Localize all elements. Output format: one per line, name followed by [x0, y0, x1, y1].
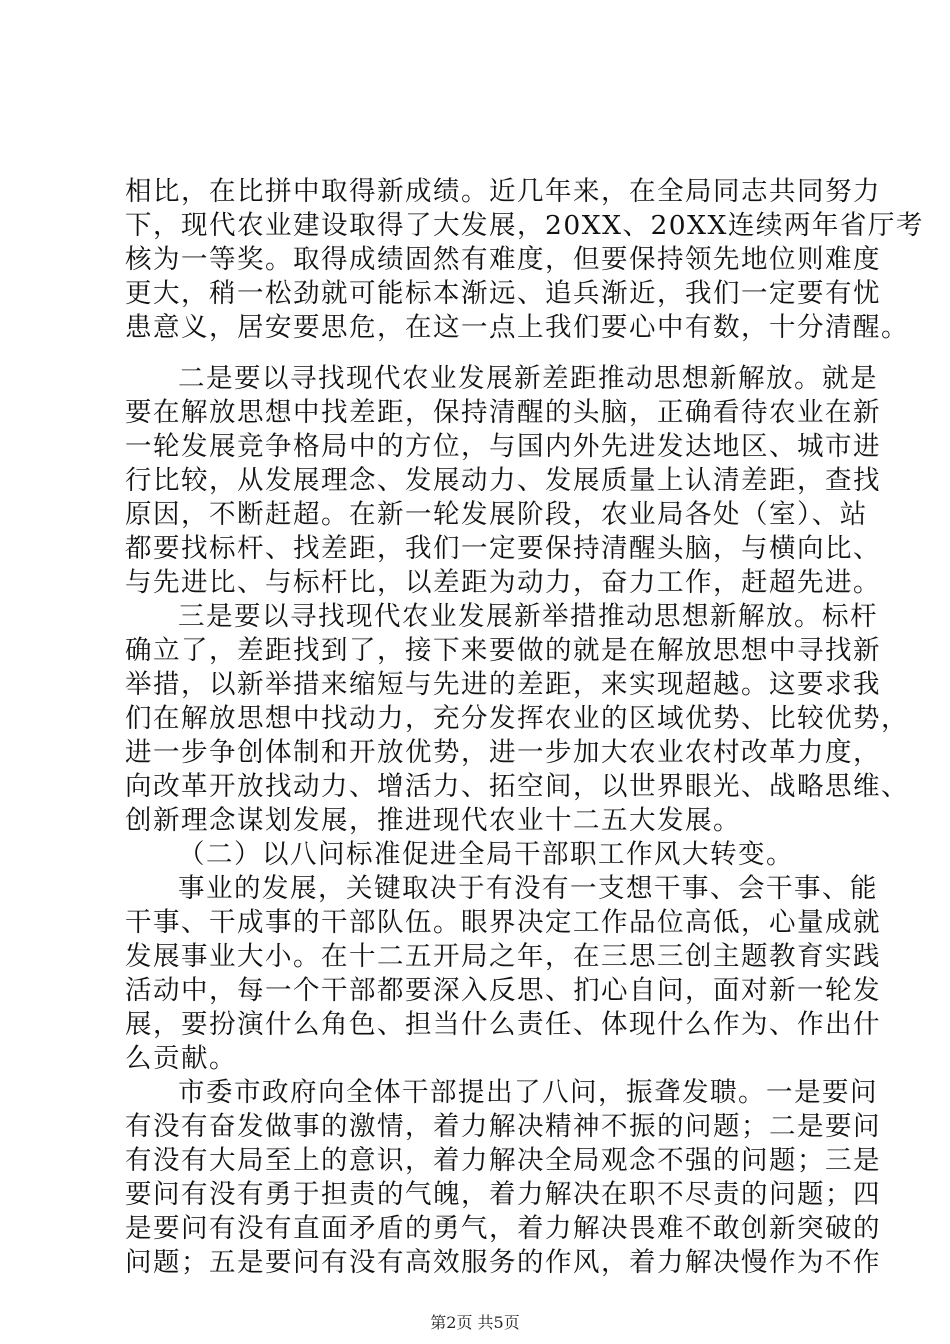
- text-line: 要问有没有勇于担责的气魄，着力解决在职不尽责的问题；四: [125, 1179, 881, 1210]
- text-line: 相比，在比拼中取得新成绩。近几年来，在全局同志共同努力: [125, 176, 881, 207]
- text-line: 原因，不断赶超。在新一轮发展阶段，农业局各处（室）、站: [125, 499, 868, 530]
- text-line: 问题；五是要问有没有高效服务的作风，着力解决慢作为不作: [125, 1247, 881, 1278]
- text-line: 下，现代农业建设取得了大发展，20XX、20XX连续两年省厅考: [125, 210, 924, 241]
- text-line: 发展事业大小。在十二五开局之年，在三思三创主题教育实践: [125, 941, 881, 972]
- paragraph-first-line: 市委市政府向全体干部提出了八问，振聋发聩。一是要问: [178, 1077, 878, 1108]
- text-line: 有没有大局至上的意识，着力解决全局观念不强的问题；三是: [125, 1145, 881, 1176]
- section-heading: （二）以八问标准促进全局干部职工作风大转变。: [178, 839, 794, 870]
- text-line: 是要问有没有直面矛盾的勇气，着力解决畏难不敢创新突破的: [125, 1213, 881, 1244]
- text-line: 么贡献。: [125, 1043, 237, 1074]
- text-line: 创新理念谋划发展，推进现代农业十二五大发展。: [125, 805, 741, 836]
- paragraph-first-line: 二是要以寻找现代农业发展新差距推动思想新解放。就是: [178, 363, 878, 394]
- paragraph-first-line: 事业的发展，关键取决于有没有一支想干事、会干事、能: [178, 873, 878, 904]
- text-line: 确立了，差距找到了，接下来要做的就是在解放思想中寻找新: [125, 635, 881, 666]
- paragraph-first-line: 三是要以寻找现代农业发展新举措推动思想新解放。标杆: [178, 601, 878, 632]
- text-line: 举措，以新举措来缩短与先进的差距，来实现超越。这要求我: [125, 669, 881, 700]
- text-line: 要在解放思想中找差距，保持清醒的头脑，正确看待农业在新: [125, 397, 881, 428]
- text-line: 活动中，每一个干部都要深入反思、扪心自问，面对新一轮发: [125, 975, 881, 1006]
- text-line: 行比较，从发展理念、发展动力、发展质量上认清差距，查找: [125, 465, 881, 496]
- text-line: 更大，稍一松劲就可能标本渐远、追兵渐近，我们一定要有忧: [125, 278, 881, 309]
- text-line: 进一步争创体制和开放优势，进一步加大农业农村改革力度，: [125, 737, 881, 768]
- text-line: 患意义，居安要思危，在这一点上我们要心中有数，十分清醒。: [125, 312, 909, 343]
- text-line: 们在解放思想中找动力，充分发挥农业的区域优势、比较优势，: [125, 703, 909, 734]
- text-line: 展，要扮演什么角色、担当什么责任、体现什么作为、作出什: [125, 1009, 881, 1040]
- text-line: 一轮发展竞争格局中的方位，与国内外先进发达地区、城市进: [125, 431, 881, 462]
- text-line: 核为一等奖。取得成绩固然有难度，但要保持领先地位则难度: [125, 244, 881, 275]
- page-number-footer: 第2页 共5页: [430, 1313, 520, 1332]
- text-line: 向改革开放找动力、增活力、拓空间，以世界眼光、战略思维、: [125, 771, 909, 802]
- text-line: 干事、干成事的干部队伍。眼界决定工作品位高低，心量成就: [125, 907, 881, 938]
- text-line: 与先进比、与标杆比，以差距为动力，奋力工作，赶超先进。: [125, 567, 881, 598]
- text-line: 都要找标杆、找差距，我们一定要保持清醒头脑，与横向比、: [125, 533, 881, 564]
- text-line: 有没有奋发做事的激情，着力解决精神不振的问题；二是要问: [125, 1111, 881, 1142]
